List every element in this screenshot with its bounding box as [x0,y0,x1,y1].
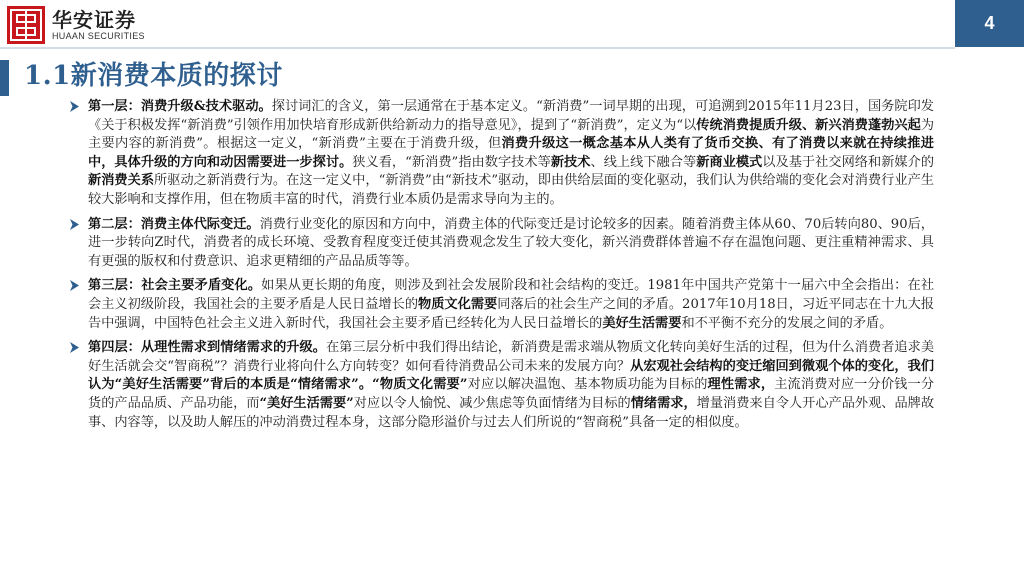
body-text: 狭义看，“新消费”指由数字技术等 [352,154,551,170]
bold-text: 理性需求， [707,377,775,393]
arrow-bullet-icon [68,279,81,292]
bullet-list [68,98,934,438]
bold-text: 第一层：消费升级&技术驱动。 [88,99,272,114]
bold-text: 新消费关系 [88,173,155,189]
body-text: 对应以解决温饱、基本物质功能为目标的 [467,377,708,393]
bold-text: 第二层：消费主体代际变迁。 [88,216,260,232]
bold-text: 新商业模式 [696,154,763,170]
huaan-logo-icon [6,5,46,45]
bold-text: 情绪需求， [630,395,697,411]
body-text: 探讨词汇的含义，第一层通常在于基本定义。“新消费”一词早期的出现，可追溯到2015年11月23日，国务院印发《关于积极发挥“新消费”引领作用加快培育形成新供给新动力的指导意见》，提到了“新消费”，定义为“以 [88,99,934,133]
body-text: 所驱动之新消费行为。在这一定义中，“新消费”由“新技术”驱动，即由供给层面的变化驱动，我们认为供给端的变化会对消费行业产生较大影响和支撑作用，但在物质丰富的时代，消费行业本质仍是需求导向为主的。 [88,173,934,207]
bullet-item [68,98,934,210]
bold-text: “美好生活需要” [259,395,354,411]
company-logo [6,5,145,45]
page-title: 1.1新消费本质的探讨 [24,61,283,91]
arrow-bullet-icon [68,218,81,231]
bullet-item [68,277,934,333]
bold-text: 美好生活需要 [602,315,682,331]
body-text: 增量消费来自令人开心产品外观、品牌故事、内容等，以及助人解压的冲动消费过程本身，这部分隐形溢价与过去人们所说的“智商税”具备一定的相似度。 [88,395,935,430]
body-text: 同落后的社会生产之间的矛盾。2017年10月18日，习近平同志在十九大报告中强调，中国特色社会主义进入新时代，我国社会主要矛盾已经转化为人民日益增长的 [88,296,935,331]
bullet-item [68,339,934,432]
bullet-item [68,216,934,272]
bold-text: 第三层：社会主要矛盾变化。 [88,278,262,294]
arrow-bullet-icon [68,100,81,113]
body-text: 主流消费对应一分价钱一分货的产品品质、产品功能，而 [88,377,935,411]
body-text: 、线上线下融合等 [590,154,697,170]
arrow-bullet-icon [68,341,81,354]
bold-text: 消费升级这一概念基本从人类有了货币交换、有了消费以来就在持续推进中，具体升级的方向和动因需要进一步探讨。 [88,136,934,170]
bold-text: 新技术 [550,154,591,170]
header-divider [0,47,955,49]
bold-text: 物质文化需要 [418,296,498,312]
logo-chinese-name: 华安证券 [52,7,136,32]
body-text: 在第三层分析中我们得出结论，新消费是需求端从物质文化转向美好生活的过程，但为什么消费者追求美好生活就会交“智商税”？消费行业将向什么方向转变？如何看待消费品公司未来的发展方向？ [88,340,935,374]
page-number: 4 [955,0,1024,47]
body-text: 如果从更长期的角度，则涉及到社会发展阶段和社会结构的变迁。1981年中国共产党第十一届六中全会指出：在社会主义初级阶段，我国社会的主要矛盾是人民日益增长的 [88,278,935,312]
body-text: 对应以令人愉悦、减少焦虑等负面情绪为目标的 [353,395,631,411]
title-accent-bar [0,60,9,96]
bold-text: 传统消费提质升级、新兴消费蓬勃兴起 [696,117,921,133]
bold-text: 从宏观社会结构的变迁缩回到微观个体的变化，我们认为“美好生活需要”背后的本质是“情绪需求”。“物质文化需要” [88,358,935,393]
body-text: 消费行业变化的原因和方向中，消费主体的代际变迁是讨论较多的因素。随着消费主体从60、70后转向80、90后，进一步转向Z时代，消费者的成长环境、受教育程度变迁使其消费观念发生了较大变化，新兴消费群体普遍不存在温饱问题、更注重精神需求、具有更强的版权和付费意识、追求更精细的产品品质等等。 [88,216,934,269]
logo-english-name: HUAAN SECURITIES [52,30,145,41]
body-text: 为主要内容的新消费”。根据这一定义，“新消费”主要在于消费升级，但 [88,117,934,152]
bold-text: 第四层：从理性需求到情绪需求的升级。 [88,340,326,356]
body-text: 和不平衡不充分的发展之间的矛盾。 [681,315,893,331]
body-text: 以及基于社交网络和新媒介的 [762,154,935,170]
